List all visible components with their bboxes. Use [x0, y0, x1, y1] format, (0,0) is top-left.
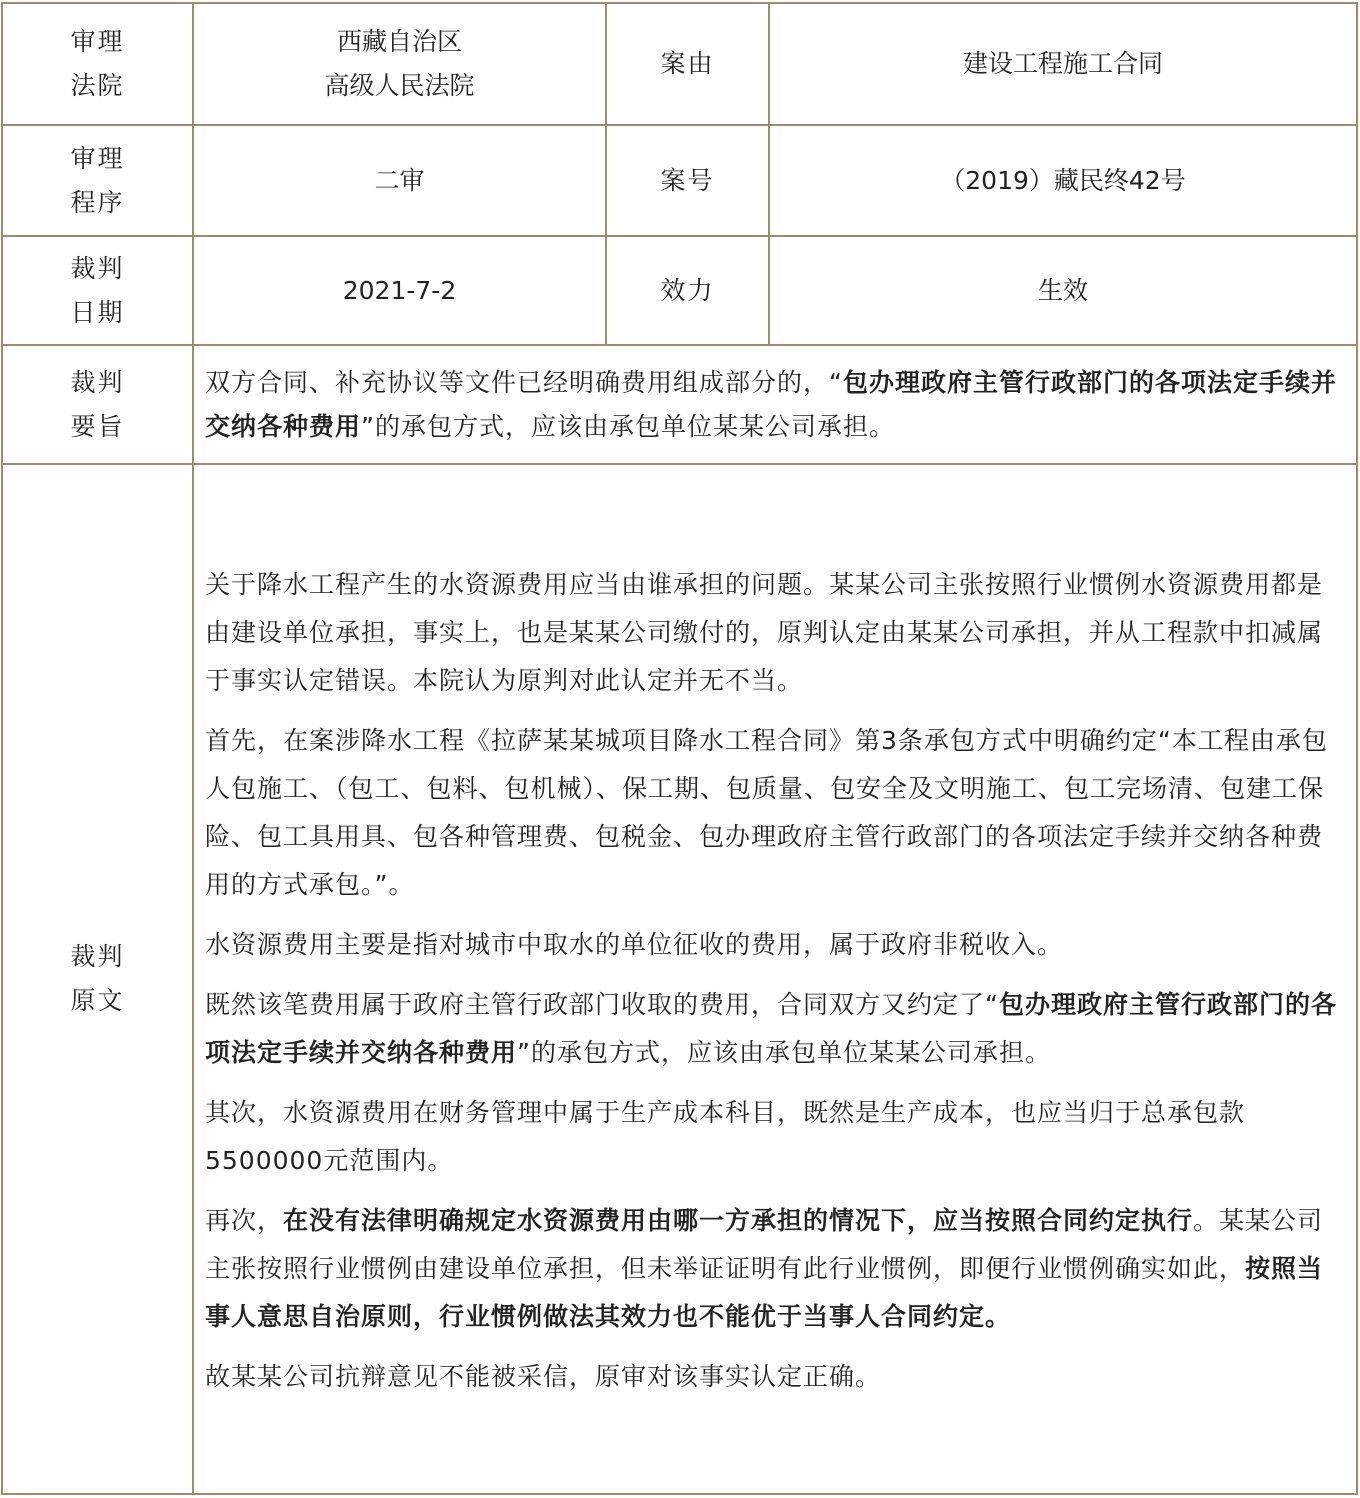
- label-trial-court: [2, 3, 193, 125]
- paragraph-7: 故某某公司抗辩意见不能被采信，原审对该事实认定正确。: [205, 1362, 882, 1391]
- value-effect: 生效: [769, 236, 1357, 345]
- paragraph-1: 关于降水工程产生的水资源费用应当由谁承担的问题。某某公司主张按照行业惯例水资源费用都是由建设单位承担，事实上，也是某某公司缴付的，原判认定由某某公司承担，并从工程款中扣减属于事实认定错误。本院认为原判对此认定并无不当。: [205, 570, 1324, 695]
- label-line: 裁判: [70, 253, 125, 283]
- label-line: 裁判: [70, 367, 125, 397]
- label-line: 日期: [70, 297, 125, 327]
- paragraph-3: 水资源费用主要是指对城市中取水的单位征收的费用，属于政府非税收入。: [205, 930, 1064, 959]
- label-line: 裁判: [70, 942, 125, 971]
- label-line: 审理: [70, 143, 125, 173]
- value-case-number: （2019）藏民终42号: [769, 125, 1357, 236]
- value-judgment-original: [193, 464, 1357, 1494]
- value-trial-court: [193, 3, 606, 125]
- row-gist: [2, 345, 1357, 464]
- value-judgment-gist: [193, 345, 1357, 464]
- label-line: 法院: [70, 71, 125, 100]
- p6-text-2: 。某某公司主张按照行业惯例由建设单位承担，但未举证证明有此行业惯例，即便行业惯例确实如此，: [205, 1206, 1324, 1283]
- value-cause: 建设工程施工合同: [769, 3, 1357, 125]
- p4-bold-1: 包办理政府主管行政部门的各项法定手续并交纳各种费用: [205, 990, 1337, 1067]
- paragraph-2: 首先，在案涉降水工程《拉萨某某城项目降水工程合同》第3条承包方式中明确约定“本工程由承包人包施工、（包工、包料、包机械）、保工期、包质量、包安全及文明施工、包工完场清、包建工保险、包工具用具、包各种管理费、包税金、包办理政府主管行政部门的各项法定手续并交纳各种费用的方式承包。”。: [205, 726, 1328, 899]
- gist-text-2: ”的承包方式，应该由承包单位某某公司承担。: [361, 411, 895, 441]
- row-original: [2, 464, 1357, 1494]
- value-trial-procedure: 二审: [193, 125, 606, 236]
- label-judgment-gist: [2, 345, 193, 464]
- label-cause: 案由: [606, 3, 769, 125]
- value-judgment-date: 2021-7-2: [193, 236, 606, 345]
- label-line: 要旨: [70, 411, 125, 441]
- p6-bold-2: 按照当事人意思自治原则，行业惯例做法其效力也不能优于当事人合同约定。: [205, 1254, 1324, 1331]
- p6-bold-1: 在没有法律明确规定水资源费用由哪一方承担的情况下，应当按照合同约定执行: [283, 1206, 1194, 1235]
- gist-bold-1: 包办理政府主管行政部门的各项法定手续并交纳各种费用: [205, 367, 1337, 441]
- paragraph-5: 其次，水资源费用在财务管理中属于生产成本科目，既然是生产成本，也应当归于总承包款5500000元范围内。: [205, 1098, 1246, 1175]
- case-info-table: [1, 2, 1358, 1495]
- paragraph-4: [205, 981, 1346, 1077]
- label-trial-procedure: [2, 125, 193, 236]
- label-judgment-date: [2, 236, 193, 345]
- p4-text-2: ”的承包方式，应该由承包单位某某公司承担。: [517, 1038, 1051, 1067]
- p4-text-1: 既然该笔费用属于政府主管行政部门收取的费用，合同双方又约定了“: [205, 990, 999, 1019]
- p6-text-1: 再次，: [205, 1206, 284, 1235]
- label-line: 程序: [70, 187, 125, 217]
- row-court: [2, 3, 1357, 125]
- label-line: 审理: [70, 27, 125, 56]
- row-procedure: [2, 125, 1357, 236]
- label-case-number: 案号: [606, 125, 769, 236]
- row-date: [2, 236, 1357, 345]
- gist-text-1: 双方合同、补充协议等文件已经明确费用组成部分的，“: [205, 367, 843, 397]
- label-judgment-original: [2, 464, 193, 1494]
- label-effect: 效力: [606, 236, 769, 345]
- value-line: 西藏自治区: [336, 27, 462, 56]
- paragraph-6: [205, 1197, 1346, 1341]
- value-line: 高级人民法院: [324, 71, 475, 100]
- label-line: 原文: [70, 986, 125, 1015]
